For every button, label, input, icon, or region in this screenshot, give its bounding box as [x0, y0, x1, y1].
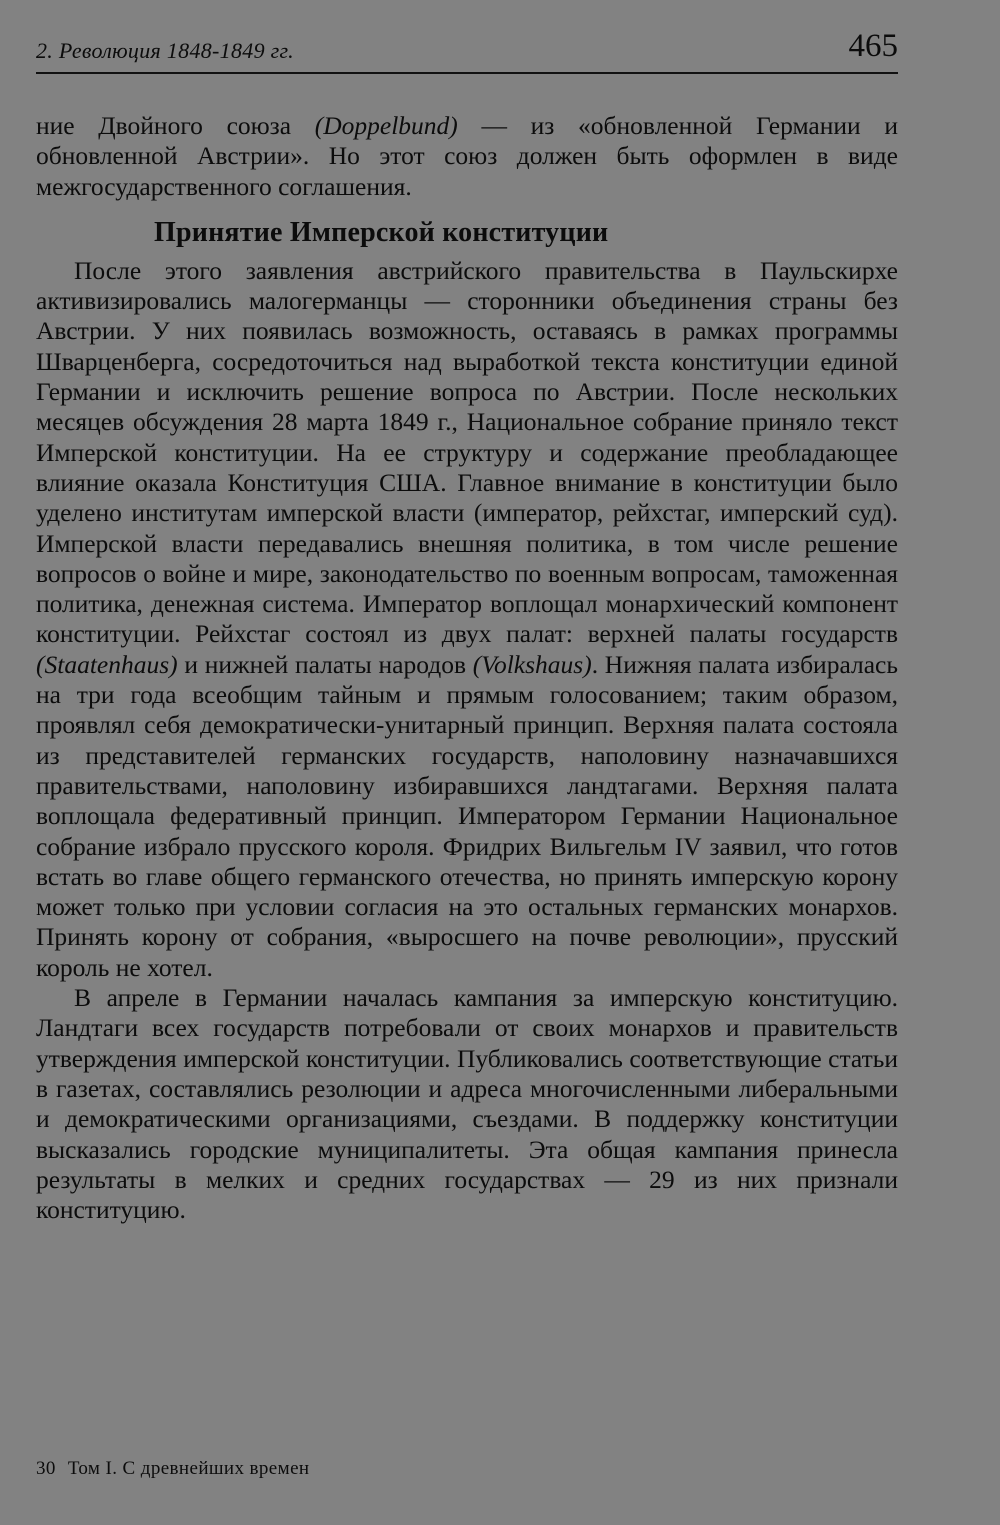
- paragraph-text: ние Двойного союза: [36, 111, 315, 140]
- paragraph-text: . Нижняя палата избиралась на три года всеобщим тайным и прямым голосованием; таким образом, проявлял себя демократически-унитарный принцип. Верхняя палата состояла из представителей германских государств, наполовину назначавшихся правительствами, наполовину избиравшихся ландтагами. Верхняя палата воплощала федеративный принцип. Императором Германии Национальное собрание избрало прусского короля. Фридрих Вильгельм IV заявил, что готов встать во главе общего германского отечества, но принять имперскую корону может только при условии согласия на это остальных германских монархов. Принять корону от собрания, «выросшего на почве революции», прусский король не хотел.: [36, 649, 898, 982]
- running-title: 2. Революция 1848-1849 гг.: [36, 38, 294, 63]
- paragraph-text: В апреле в Германии началась кампания за имперскую конституцию. Ландтаги всех государств потребовали от своих монархов и правительств утверждения имперской конституции. Публиковались соответствующие статьи в газетах, составлялись резолюции и адреса многочисленными либеральными и демократическими организациями, съездами. В поддержку конституции высказались городские муниципалитеты. Эта общая кампания принесла результаты в мелких и средних государствах — 29 из них признали конституцию.: [36, 983, 898, 1225]
- paragraph: [36, 256, 898, 983]
- book-title: Том I. С древнейших времен: [67, 1458, 310, 1479]
- page-header: [36, 28, 898, 74]
- paragraph-text: — из «обновленной Германии и обновленной Австрии». Но этот союз должен быть оформлен в виде межгосударственного соглашения.: [36, 111, 898, 201]
- page-number: 465: [848, 28, 898, 64]
- section-heading: Принятие Имперской конституции: [154, 216, 609, 248]
- paragraph-text: После этого заявления австрийского правительства в Паульскирхе активизировались малогерманцы — сторонники объединения страны без Австрии. У них появилась возможность, оставаясь в рамках программы Шварценберга, сосредоточиться над выработкой текста конституции единой Германии и исключить решение вопроса по Австрии. После нескольких месяцев обсуждения 28 марта 1849 г., Национальное собрание приняло текст Имперской конституции. На ее структуру и содержание преобладающее влияние оказала Конституция США. Главное внимание в конституции было уделено институтам имперской власти (император, рейхстаг, имперский суд). Имперской власти передавались внешняя политика, в том числе решение вопросов о войне и мире, законодательство по военным вопросам, таможенная политика, денежная система. Император воплощал монархический компонент конституции. Рейхстаг состоял из двух палат: верхней палаты государств: [36, 255, 898, 649]
- printer-signature: 30: [36, 1458, 56, 1479]
- italic-term: (Staatenhaus): [36, 649, 178, 679]
- paragraph-continued: [36, 111, 898, 202]
- book-page: [36, 0, 898, 1525]
- page-footer: [36, 1458, 309, 1480]
- italic-term: (Volkshaus): [472, 649, 592, 679]
- paragraph: [36, 983, 898, 1225]
- page-body: [36, 111, 898, 1225]
- paragraph-text: и нижней палаты народов: [177, 649, 473, 679]
- italic-term: (Doppelbund): [314, 111, 458, 140]
